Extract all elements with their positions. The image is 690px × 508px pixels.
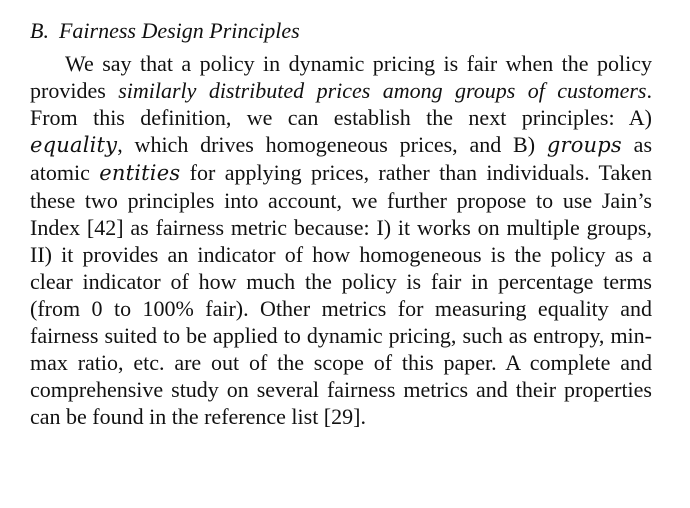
text-run-4: as atomic bbox=[30, 132, 653, 185]
fairness-section bbox=[30, 16, 652, 430]
section-title: Fairness Design Principles bbox=[58, 18, 300, 43]
emphasis-similarly-distributed: similarly distributed prices among groups of customers bbox=[118, 78, 647, 103]
text-run-1: We say that a policy in dynamic pricing is fair when the policy provides bbox=[30, 51, 652, 103]
text-run-3: , which drives homogeneous prices, and B) bbox=[117, 132, 547, 157]
text-run-2: . From this definition, we can establish the next principles: A) bbox=[30, 78, 652, 130]
math-term-groups: groups bbox=[546, 133, 622, 157]
math-term-entities: entities bbox=[99, 161, 181, 185]
body-paragraph bbox=[30, 50, 652, 430]
text-run-5: for applying prices, rather than individuals. Taken these two principles into account, we further propose to use Jain’s Index [42] as fairness metric because: I) it works on multiple groups, II) it provides an indicator of how homogeneous is the policy as a clear indicator of how much the policy is fair in percentage terms (from 0 to 100% fair). Other metrics for measuring equality and fairness suited to be applied to dynamic pricing, such as entropy, min-max ratio, etc. are out of the scope of this paper. A complete and comprehensive study on several fairness metrics and their properties can be found in the reference list [29]. bbox=[30, 160, 652, 429]
section-heading bbox=[30, 16, 652, 46]
section-number: B. bbox=[30, 18, 49, 43]
math-term-equality: equality bbox=[30, 133, 118, 157]
